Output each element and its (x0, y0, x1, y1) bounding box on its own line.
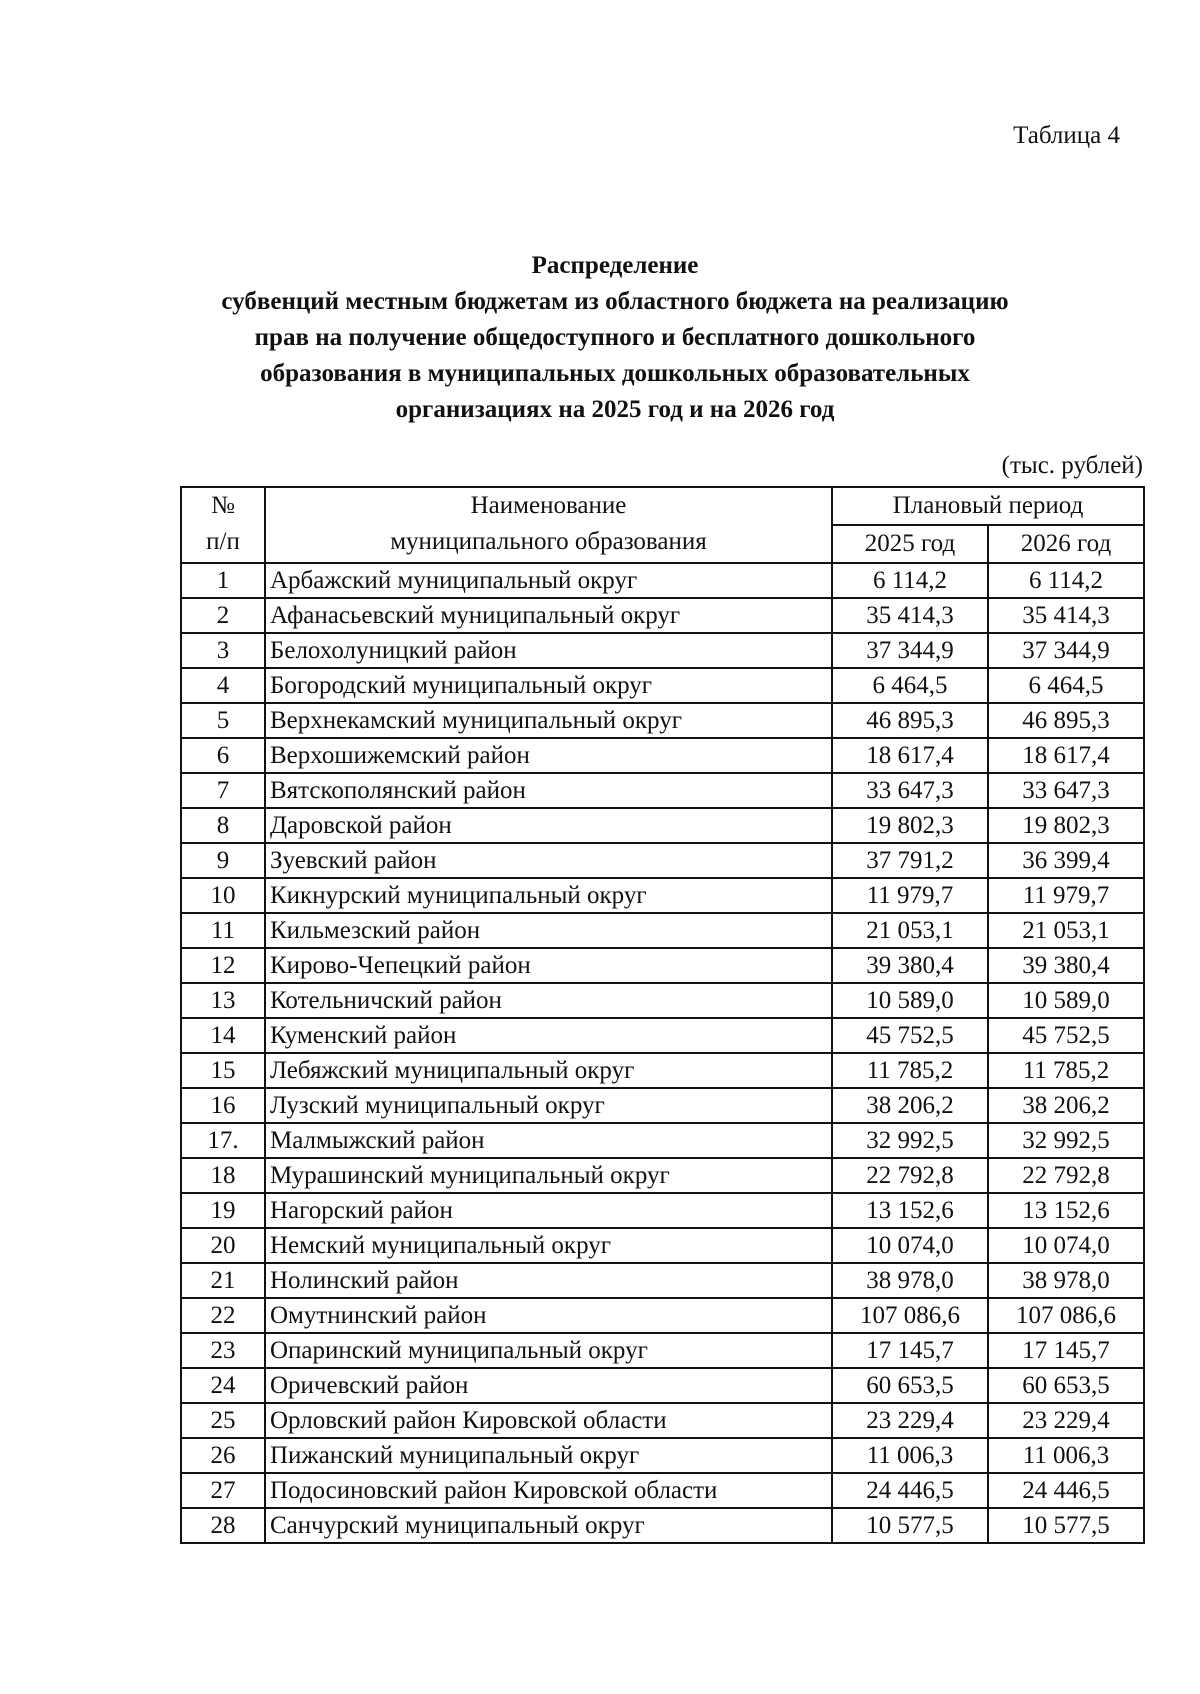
row-number-cell: 16 (181, 1088, 265, 1123)
table-row (181, 1228, 1144, 1263)
row-2025-value-cell: 6 114,2 (832, 563, 988, 598)
table-row (181, 703, 1144, 738)
title-line: организациях на 2025 год и на 2026 год (395, 396, 835, 423)
row-2026-value-cell: 33 647,3 (988, 773, 1144, 808)
row-2025-value-cell: 38 978,0 (832, 1263, 988, 1298)
row-name-cell: Кильмезский район (265, 913, 832, 948)
row-name-cell: Богородский муниципальный округ (265, 668, 832, 703)
row-number-cell: 11 (181, 913, 265, 948)
row-2025-value-cell: 107 086,6 (832, 1298, 988, 1333)
header-name (265, 487, 832, 563)
row-name-cell: Котельничский район (265, 983, 832, 1018)
table-row (181, 948, 1144, 983)
row-number-cell: 18 (181, 1158, 265, 1193)
table-row (181, 1158, 1144, 1193)
row-2026-value-cell: 60 653,5 (988, 1368, 1144, 1403)
row-name-cell: Подосиновский район Кировской области (265, 1473, 832, 1508)
row-name-cell: Лузский муниципальный округ (265, 1088, 832, 1123)
row-number-cell: 20 (181, 1228, 265, 1263)
row-number-cell: 27 (181, 1473, 265, 1508)
row-number-cell: 28 (181, 1508, 265, 1543)
row-2026-value-cell: 21 053,1 (988, 913, 1144, 948)
table-row (181, 1333, 1144, 1368)
row-name-cell: Даровской район (265, 808, 832, 843)
table-row (181, 878, 1144, 913)
row-name-cell: Санчурский муниципальный округ (265, 1508, 832, 1543)
table-row (181, 1473, 1144, 1508)
row-2025-value-cell: 38 206,2 (832, 1088, 988, 1123)
row-2025-value-cell: 19 802,3 (832, 808, 988, 843)
row-2026-value-cell: 11 785,2 (988, 1053, 1144, 1088)
row-name-cell: Омутнинский район (265, 1298, 832, 1333)
row-name-cell: Вятскополянский район (265, 773, 832, 808)
row-name-cell: Верхошижемский район (265, 738, 832, 773)
row-name-cell: Нагорский район (265, 1193, 832, 1228)
row-name-cell: Кирово-Чепецкий район (265, 948, 832, 983)
row-name-cell: Опаринский муниципальный округ (265, 1333, 832, 1368)
row-name-cell: Арбажский муниципальный округ (265, 563, 832, 598)
row-2025-value-cell: 33 647,3 (832, 773, 988, 808)
row-number-cell: 10 (181, 878, 265, 913)
row-name-cell: Белохолуницкий район (265, 633, 832, 668)
row-2025-value-cell: 45 752,5 (832, 1018, 988, 1053)
title-line: Распределение (531, 252, 699, 279)
row-number-cell: 5 (181, 703, 265, 738)
row-2026-value-cell: 39 380,4 (988, 948, 1144, 983)
table-row (181, 808, 1144, 843)
table-row (181, 843, 1144, 878)
table-row (181, 1438, 1144, 1473)
row-2026-value-cell: 13 152,6 (988, 1193, 1144, 1228)
table-row (181, 773, 1144, 808)
row-number-cell: 14 (181, 1018, 265, 1053)
row-2026-value-cell: 38 206,2 (988, 1088, 1144, 1123)
row-name-cell: Кикнурский муниципальный округ (265, 878, 832, 913)
row-number-cell: 24 (181, 1368, 265, 1403)
row-name-cell: Малмыжский район (265, 1123, 832, 1158)
row-number-cell: 8 (181, 808, 265, 843)
row-name-cell: Пижанский муниципальный округ (265, 1438, 832, 1473)
header-number-line2: п/п (206, 528, 240, 555)
row-2026-value-cell: 22 792,8 (988, 1158, 1144, 1193)
header-period: Плановый период (832, 487, 1144, 525)
row-name-cell: Куменский район (265, 1018, 832, 1053)
row-2026-value-cell: 10 074,0 (988, 1228, 1144, 1263)
row-2025-value-cell: 46 895,3 (832, 703, 988, 738)
table-row (181, 1123, 1144, 1158)
table-row (181, 1088, 1144, 1123)
table-row (181, 1368, 1144, 1403)
row-name-cell: Афанасьевский муниципальный округ (265, 598, 832, 633)
row-2025-value-cell: 32 992,5 (832, 1123, 988, 1158)
table-row (181, 563, 1144, 598)
table-row (181, 1403, 1144, 1438)
row-number-cell: 6 (181, 738, 265, 773)
row-number-cell: 19 (181, 1193, 265, 1228)
document-title (150, 248, 1080, 428)
header-name-line1: Наименование (470, 492, 627, 519)
header-name-line2: муниципального образования (390, 528, 707, 555)
row-2025-value-cell: 17 145,7 (832, 1333, 988, 1368)
table-row (181, 1298, 1144, 1333)
table-row (181, 1263, 1144, 1298)
row-name-cell: Верхнекамский муниципальный округ (265, 703, 832, 738)
row-2026-value-cell: 18 617,4 (988, 738, 1144, 773)
row-number-cell: 1 (181, 563, 265, 598)
row-2025-value-cell: 10 074,0 (832, 1228, 988, 1263)
row-2025-value-cell: 22 792,8 (832, 1158, 988, 1193)
row-2026-value-cell: 35 414,3 (988, 598, 1144, 633)
row-2025-value-cell: 60 653,5 (832, 1368, 988, 1403)
table-row (181, 598, 1144, 633)
row-2025-value-cell: 24 446,5 (832, 1473, 988, 1508)
table-row (181, 633, 1144, 668)
row-name-cell: Лебяжский муниципальный округ (265, 1053, 832, 1088)
row-2026-value-cell: 11 979,7 (988, 878, 1144, 913)
row-name-cell: Орловский район Кировской области (265, 1403, 832, 1438)
row-2026-value-cell: 10 577,5 (988, 1508, 1144, 1543)
row-2026-value-cell: 37 344,9 (988, 633, 1144, 668)
row-2026-value-cell: 46 895,3 (988, 703, 1144, 738)
title-line: образования в муниципальных дошкольных образовательных (260, 360, 970, 387)
row-number-cell: 23 (181, 1333, 265, 1368)
row-2025-value-cell: 11 785,2 (832, 1053, 988, 1088)
row-2026-value-cell: 23 229,4 (988, 1403, 1144, 1438)
table-row (181, 738, 1144, 773)
row-2025-value-cell: 6 464,5 (832, 668, 988, 703)
row-2026-value-cell: 36 399,4 (988, 843, 1144, 878)
row-2025-value-cell: 10 577,5 (832, 1508, 988, 1543)
table-row (181, 1018, 1144, 1053)
row-name-cell: Мурашинский муниципальный округ (265, 1158, 832, 1193)
row-2025-value-cell: 37 344,9 (832, 633, 988, 668)
row-2025-value-cell: 21 053,1 (832, 913, 988, 948)
row-2025-value-cell: 13 152,6 (832, 1193, 988, 1228)
header-year-2026: 2026 год (988, 525, 1144, 563)
table-row (181, 1508, 1144, 1543)
table-row (181, 668, 1144, 703)
subvention-table (180, 486, 1145, 1544)
table-row (181, 1193, 1144, 1228)
row-number-cell: 13 (181, 983, 265, 1018)
table-row (181, 913, 1144, 948)
row-2026-value-cell: 45 752,5 (988, 1018, 1144, 1053)
row-name-cell: Зуевский район (265, 843, 832, 878)
row-2026-value-cell: 19 802,3 (988, 808, 1144, 843)
table-body (181, 563, 1144, 1543)
header-number-line1: № (211, 492, 235, 519)
row-2025-value-cell: 35 414,3 (832, 598, 988, 633)
row-number-cell: 12 (181, 948, 265, 983)
row-number-cell: 4 (181, 668, 265, 703)
units-label: (тыс. рублей) (1001, 452, 1143, 479)
row-2026-value-cell: 6 464,5 (988, 668, 1144, 703)
row-2025-value-cell: 39 380,4 (832, 948, 988, 983)
header-year-2025: 2025 год (832, 525, 988, 563)
row-2026-value-cell: 38 978,0 (988, 1263, 1144, 1298)
title-line: субвенций местным бюджетам из областного бюджета на реализацию (221, 288, 1009, 315)
row-number-cell: 3 (181, 633, 265, 668)
row-number-cell: 21 (181, 1263, 265, 1298)
row-2025-value-cell: 11 006,3 (832, 1438, 988, 1473)
row-2026-value-cell: 32 992,5 (988, 1123, 1144, 1158)
row-2026-value-cell: 17 145,7 (988, 1333, 1144, 1368)
row-name-cell: Оричевский район (265, 1368, 832, 1403)
header-number (181, 487, 265, 563)
row-2026-value-cell: 10 589,0 (988, 983, 1144, 1018)
row-number-cell: 17. (181, 1123, 265, 1158)
row-2025-value-cell: 23 229,4 (832, 1403, 988, 1438)
table-row (181, 1053, 1144, 1088)
row-number-cell: 26 (181, 1438, 265, 1473)
row-2026-value-cell: 24 446,5 (988, 1473, 1144, 1508)
row-2026-value-cell: 11 006,3 (988, 1438, 1144, 1473)
row-number-cell: 2 (181, 598, 265, 633)
row-2026-value-cell: 6 114,2 (988, 563, 1144, 598)
row-name-cell: Немский муниципальный округ (265, 1228, 832, 1263)
row-number-cell: 22 (181, 1298, 265, 1333)
row-name-cell: Нолинский район (265, 1263, 832, 1298)
row-number-cell: 15 (181, 1053, 265, 1088)
row-number-cell: 9 (181, 843, 265, 878)
row-2025-value-cell: 37 791,2 (832, 843, 988, 878)
row-2025-value-cell: 18 617,4 (832, 738, 988, 773)
table-row (181, 983, 1144, 1018)
title-line: прав на получение общедоступного и бесплатного дошкольного (254, 324, 976, 351)
row-number-cell: 7 (181, 773, 265, 808)
row-2026-value-cell: 107 086,6 (988, 1298, 1144, 1333)
row-2025-value-cell: 11 979,7 (832, 878, 988, 913)
row-number-cell: 25 (181, 1403, 265, 1438)
row-2025-value-cell: 10 589,0 (832, 983, 988, 1018)
table-label: Таблица 4 (1013, 122, 1120, 149)
header-row (181, 487, 1144, 525)
